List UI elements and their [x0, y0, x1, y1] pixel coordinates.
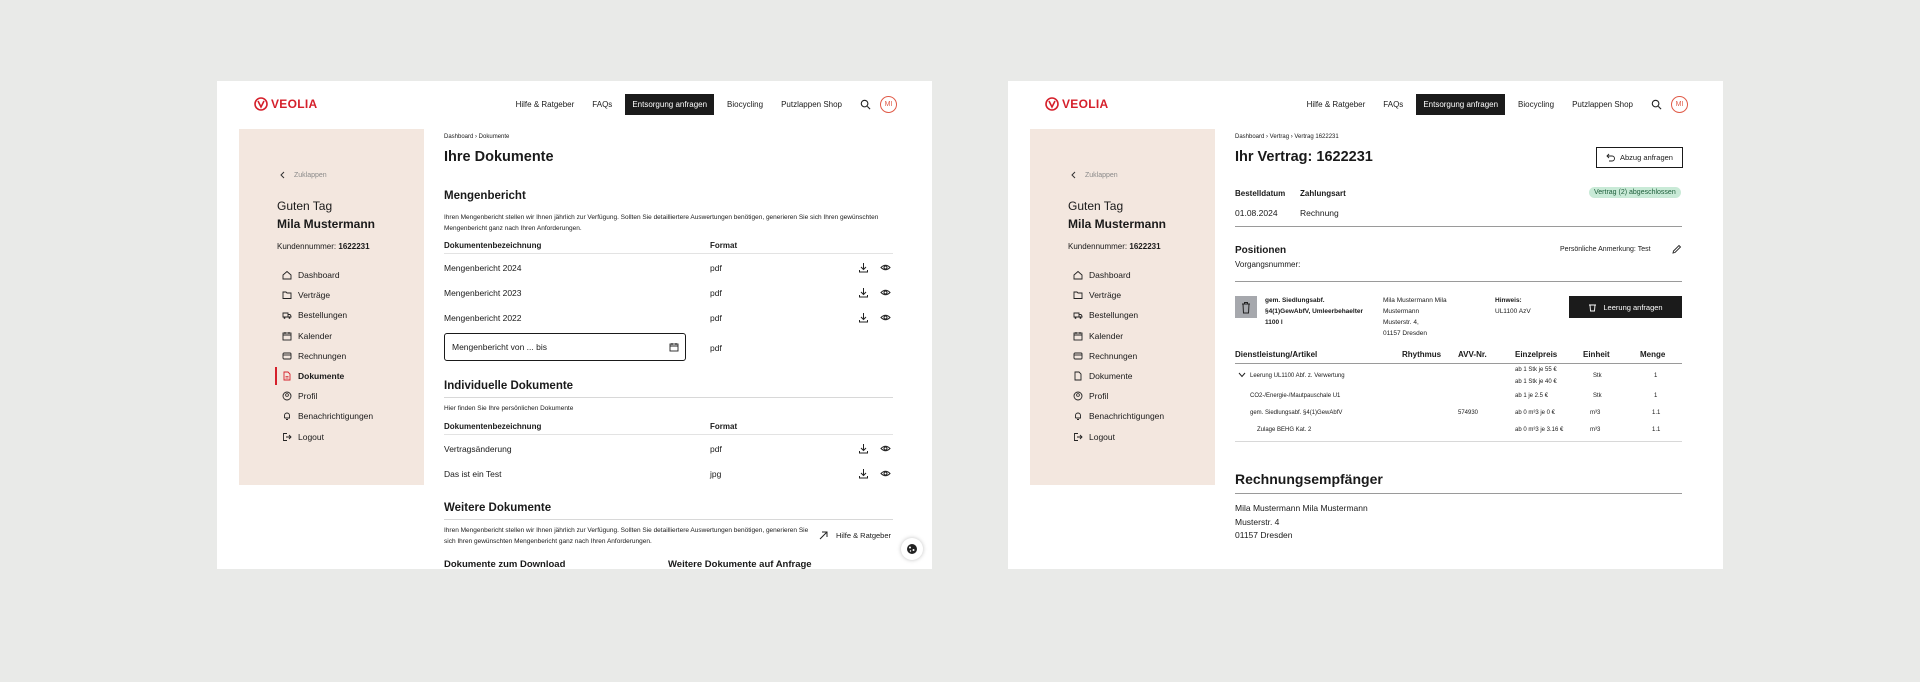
top-nav [507, 94, 897, 115]
leerung-label: Leerung anfragen [1603, 302, 1663, 312]
sidebar-item-label: Dashboard [1089, 270, 1131, 281]
doc-name: Mengenbericht 2024 [444, 262, 522, 273]
collapse-button[interactable] [279, 171, 327, 179]
avv-number: 574930 [1458, 410, 1479, 416]
vorgangsnummer: Vorgangsnummer: [1235, 260, 1301, 269]
doc-format: pdf [710, 287, 722, 298]
eye-icon[interactable] [880, 443, 891, 454]
article-name: CO2-/Energie-/Mautpauschale U1 [1250, 393, 1341, 399]
nav-entsorgung-button[interactable]: Entsorgung anfragen [625, 94, 714, 115]
eye-icon[interactable] [880, 287, 891, 298]
bestelldatum-value: 01.08.2024 [1235, 208, 1278, 218]
status-badge: Vertrag (2) abgeschlossen [1589, 187, 1681, 198]
unit: m³3 [1590, 410, 1601, 416]
bell-icon [1073, 411, 1083, 421]
col-article: Dienstleistung/Artikel [1235, 350, 1318, 359]
doc-format: jpg [710, 468, 722, 479]
col-format: Format [710, 241, 738, 250]
folder-icon [282, 290, 292, 300]
article-name: gem. Siedlungsabf. §4(1)GewAbfV [1250, 410, 1343, 416]
truck-icon [1073, 310, 1083, 320]
article-name: Leerung UL1100 Abf. z. Verwertung [1250, 373, 1345, 379]
sidebar-item-label: Kalender [298, 330, 333, 341]
recipient-address [1235, 502, 1368, 543]
receipt-icon [282, 351, 292, 361]
sidebar-item-label: Dashboard [298, 270, 340, 281]
sidebar-item-rechnungen[interactable] [277, 346, 373, 366]
hint-label: Hinweis: [1495, 297, 1522, 304]
nav-shop[interactable]: Putzlappen Shop [781, 100, 842, 109]
recipient-line: 01157 Dresden [1235, 530, 1293, 540]
document-icon [282, 371, 292, 381]
doc-name: Das ist ein Test [444, 468, 502, 479]
qty: 1 [1654, 393, 1658, 399]
table-row [444, 255, 893, 280]
address-line: 01157 Dresden [1383, 330, 1427, 337]
price-line: ab 1 je 2.5 € [1515, 393, 1549, 399]
address-line: Mila Mustermann Mila [1383, 297, 1447, 304]
nav-biocycling[interactable]: Biocycling [1518, 100, 1555, 109]
profile-icon [282, 391, 292, 401]
divider [444, 397, 893, 398]
nav-shop[interactable]: Putzlappen Shop [1572, 100, 1633, 109]
calendar-icon [669, 342, 679, 352]
request-docs-title: Weitere Dokumente auf Anfrage [668, 559, 812, 569]
collapse-button[interactable] [1070, 171, 1118, 179]
divider [1235, 281, 1682, 282]
trash-bin-icon [1240, 301, 1252, 314]
sidebar-item-kalender[interactable] [1068, 326, 1164, 346]
container-image [1235, 296, 1257, 318]
document-icon [1073, 371, 1083, 381]
sidebar-item-label: Bestellungen [1089, 310, 1139, 321]
sidebar-item-label: Logout [1089, 431, 1115, 442]
sidebar-item-logout[interactable] [277, 427, 373, 447]
brand-name: VEOLIA [1062, 97, 1109, 111]
home-icon [282, 270, 292, 280]
address-line: Mustermann [1383, 308, 1420, 315]
doc-name: Mengenbericht 2023 [444, 287, 522, 298]
sidebar-item-label: Logout [298, 431, 324, 442]
download-icon[interactable] [858, 262, 869, 273]
sidebar-item-dashboard[interactable] [277, 265, 373, 285]
col-name: Dokumentenbezeichnung [444, 422, 542, 431]
download-docs-title: Dokumente zum Download [444, 559, 566, 569]
header [217, 81, 932, 131]
price-line: ab 0 m³3 je 3.16 € [1515, 427, 1564, 433]
qty: 1 [1654, 373, 1658, 379]
sidebar-item-label: Verträge [298, 290, 331, 301]
sidebar-item-benachrichtigungen[interactable] [277, 406, 373, 426]
abzug-anfragen-button[interactable] [1596, 147, 1683, 168]
sidebar-item-label: Kalender [1089, 330, 1124, 341]
doc-name: Vertragsänderung [444, 443, 512, 454]
price-line: ab 1 Stk je 40 € [1515, 379, 1557, 385]
sidebar [239, 129, 424, 485]
nav-hilfe[interactable]: Hilfe & Ratgeber [1306, 100, 1366, 109]
zahlungsart-label: Zahlungsart [1300, 189, 1346, 198]
header [1008, 81, 1723, 131]
table-row [444, 436, 893, 461]
doc-format: pdf [710, 262, 722, 273]
col-rhythmus: Rhythmus [1402, 350, 1442, 359]
eye-icon[interactable] [880, 262, 891, 273]
sidebar-item-benachrichtigungen[interactable] [1068, 406, 1164, 426]
cookie-icon [906, 543, 918, 555]
item-title-line: gem. Siedlungsabf. [1265, 297, 1325, 304]
user-name: Mila Mustermann [1068, 217, 1167, 231]
folder-icon [1073, 290, 1083, 300]
sidebar-item-kalender[interactable] [277, 326, 373, 346]
search-icon[interactable] [1651, 99, 1662, 110]
page-title: Ihr Vertrag: 1622231 [1235, 149, 1373, 165]
home-icon [1073, 270, 1083, 280]
sidebar-item-rechnungen[interactable] [1068, 346, 1164, 366]
nav-biocycling[interactable]: Biocycling [727, 100, 764, 109]
sidebar-item-vertraege[interactable] [1068, 285, 1164, 305]
recipient-line: Mila Mustermann Mila Mustermann [1235, 503, 1368, 513]
doc-name: Mengenbericht 2022 [444, 312, 522, 323]
customer-number-value: 1622231 [1129, 242, 1161, 251]
veolia-logo-icon [1045, 97, 1059, 111]
chevron-left-icon [1070, 171, 1077, 179]
sidebar-item-profil[interactable] [1068, 386, 1164, 406]
item-title-line: §4(1)GewAbfV, Umleerbehaelter [1265, 308, 1364, 315]
search-icon[interactable] [860, 99, 871, 110]
section-mengenbericht-title: Mengenbericht [444, 190, 526, 202]
bestelldatum-label: Bestelldatum [1235, 189, 1286, 198]
contract-panel [1008, 81, 1723, 569]
logout-icon [1073, 432, 1083, 442]
divider [1235, 363, 1682, 364]
collapse-label: Zuklappen [294, 171, 327, 179]
customer-number [277, 242, 370, 251]
qty: 1.1 [1652, 410, 1661, 416]
address-line: Musterstr. 4, [1383, 319, 1419, 326]
personal-note: Persönliche Anmerkung: Test [1560, 246, 1651, 253]
customer-number [1068, 242, 1161, 251]
customer-number-label: Kundennummer: [1068, 242, 1128, 251]
price-line: ab 0 m³3 je 0 € [1515, 410, 1556, 416]
nav-hilfe[interactable]: Hilfe & Ratgeber [515, 100, 575, 109]
date-range-picker-label: Mengenbericht von ... bis [452, 342, 547, 352]
sidebar-item-dokumente[interactable] [1068, 366, 1164, 386]
date-range-picker[interactable] [444, 333, 686, 361]
picker-format: pdf [710, 343, 722, 353]
bell-icon [282, 411, 292, 421]
divider [1235, 493, 1682, 494]
col-price: Einzelpreis [1515, 350, 1558, 359]
sidebar-item-vertraege[interactable] [277, 285, 373, 305]
price-line: ab 1 Stk je 55 € [1515, 367, 1557, 373]
greeting: Guten Tag [1068, 199, 1124, 213]
col-avv: AVV-Nr. [1458, 350, 1487, 359]
profile-icon [1073, 391, 1083, 401]
bin-icon [1588, 303, 1597, 312]
sidebar-item-label: Bestellungen [298, 310, 348, 321]
sidebar-item-label: Rechnungen [1089, 350, 1138, 361]
page-title: Ihre Dokumente [444, 149, 554, 165]
user-name: Mila Mustermann [277, 217, 376, 231]
avatar[interactable]: MI [1671, 96, 1688, 113]
nav-faqs[interactable]: FAQs [592, 100, 613, 109]
documents-panel [217, 81, 932, 569]
breadcrumb: Dashboard › Dokumente [444, 134, 510, 140]
customer-number-label: Kundennummer: [277, 242, 337, 251]
logout-icon [282, 432, 292, 442]
divider [444, 519, 893, 520]
divider [1235, 226, 1682, 227]
zahlungsart-value: Rechnung [1300, 208, 1339, 218]
section-mengenbericht-text: Ihren Mengenbericht stellen wir Ihnen jährlich zur Verfügung. Sollten Sie detailliertere Auswertungen benötigen, generieren Sie sich Ihren gewünschten Mengenbericht ganz nach Ihren Anforderungen. [444, 214, 879, 232]
section-weitere-text: Ihren Mengenbericht stellen wir Ihnen jährlich zur Verfügung. Sollten Sie detailliertere Auswertungen benötigen, generieren Sie sich Ihren gewünschten Mengenbericht ganz nach Ihren Anforderungen. [444, 527, 809, 545]
sidebar-item-label: Benachrichtigungen [298, 411, 374, 422]
sidebar-item-profil[interactable] [277, 386, 373, 406]
hilfe-link[interactable] [819, 531, 891, 540]
leerung-anfragen-button[interactable] [1569, 296, 1682, 318]
sidebar-item-label: Profil [1089, 391, 1109, 402]
unit: Stk [1593, 373, 1602, 379]
download-icon[interactable] [858, 312, 869, 323]
article-name: Zulage BEHG Kat. 2 [1257, 427, 1312, 433]
qty: 1.1 [1652, 427, 1661, 433]
sidebar-item-dokumente[interactable] [277, 366, 373, 386]
col-unit: Einheit [1583, 350, 1610, 359]
sidebar-item-label: Dokumente [298, 371, 345, 382]
section-individuell-title: Individuelle Dokumente [444, 380, 574, 392]
nav-faqs[interactable]: FAQs [1383, 100, 1404, 109]
brand-name: VEOLIA [271, 97, 318, 111]
collapse-label: Zuklappen [1085, 171, 1118, 179]
download-icon[interactable] [858, 287, 869, 298]
table-row [444, 305, 893, 330]
cookie-settings-button[interactable] [901, 538, 923, 560]
veolia-logo[interactable] [254, 97, 317, 111]
greeting: Guten Tag [277, 199, 333, 213]
col-format: Format [710, 422, 738, 431]
sidebar-menu [1068, 265, 1164, 447]
eye-icon[interactable] [880, 312, 891, 323]
col-name: Dokumentenbezeichnung [444, 241, 542, 250]
sidebar-item-dashboard[interactable] [1068, 265, 1164, 285]
sidebar-item-bestellungen[interactable] [1068, 305, 1164, 325]
table-header [444, 241, 893, 254]
arrow-up-right-icon [819, 531, 828, 540]
sidebar-item-logout[interactable] [1068, 427, 1164, 447]
col-qty: Menge [1640, 350, 1666, 359]
sidebar-menu [277, 265, 373, 447]
unit: Stk [1593, 393, 1602, 399]
customer-number-value: 1622231 [338, 242, 370, 251]
calendar-icon [1073, 331, 1083, 341]
recipient-title: Rechnungsempfänger [1235, 471, 1383, 487]
sidebar-item-label: Profil [298, 391, 318, 402]
item-title-line: 1100 l [1265, 319, 1283, 326]
nav-entsorgung-button[interactable]: Entsorgung anfragen [1416, 94, 1505, 115]
download-icon[interactable] [858, 468, 869, 479]
veolia-logo-icon [254, 97, 268, 111]
doc-format: pdf [710, 443, 722, 454]
download-icon[interactable] [858, 443, 869, 454]
hint-value: UL1100 AzV [1495, 308, 1531, 315]
table-row [444, 280, 893, 305]
divider [1235, 441, 1682, 442]
top-nav [1298, 94, 1688, 115]
section-weitere-title: Weitere Dokumente [444, 502, 552, 514]
eye-icon[interactable] [880, 468, 891, 479]
table-row [444, 461, 893, 486]
breadcrumb: Dashboard › Vertrag › Vertrag 1622231 [1235, 134, 1339, 140]
avatar[interactable]: MI [880, 96, 897, 113]
calendar-icon [282, 331, 292, 341]
sidebar-item-label: Benachrichtigungen [1089, 411, 1165, 422]
chevron-down-icon[interactable] [1238, 372, 1246, 378]
sidebar-item-bestellungen[interactable] [277, 305, 373, 325]
positionen-title: Positionen [1235, 245, 1287, 256]
sidebar [1030, 129, 1215, 485]
hilfe-link-label: Hilfe & Ratgeber [836, 531, 892, 540]
undo-icon [1606, 153, 1615, 162]
sidebar-item-label: Verträge [1089, 290, 1122, 301]
sidebar-item-label: Dokumente [1089, 371, 1133, 382]
recipient-line: Musterstr. 4 [1235, 516, 1280, 527]
abzug-label: Abzug anfragen [1620, 153, 1673, 162]
veolia-logo[interactable] [1045, 97, 1108, 111]
chevron-left-icon [279, 171, 286, 179]
doc-format: pdf [710, 312, 722, 323]
truck-icon [282, 310, 292, 320]
unit: m³3 [1590, 427, 1601, 433]
edit-icon[interactable] [1671, 244, 1682, 255]
receipt-icon [1073, 351, 1083, 361]
item-title [1265, 295, 1363, 328]
section-individuell-text: Hier finden Sie Ihre persönlichen Dokumente [444, 405, 574, 412]
table-header [444, 422, 893, 435]
item-address [1383, 295, 1447, 339]
sidebar-item-label: Rechnungen [298, 350, 347, 361]
